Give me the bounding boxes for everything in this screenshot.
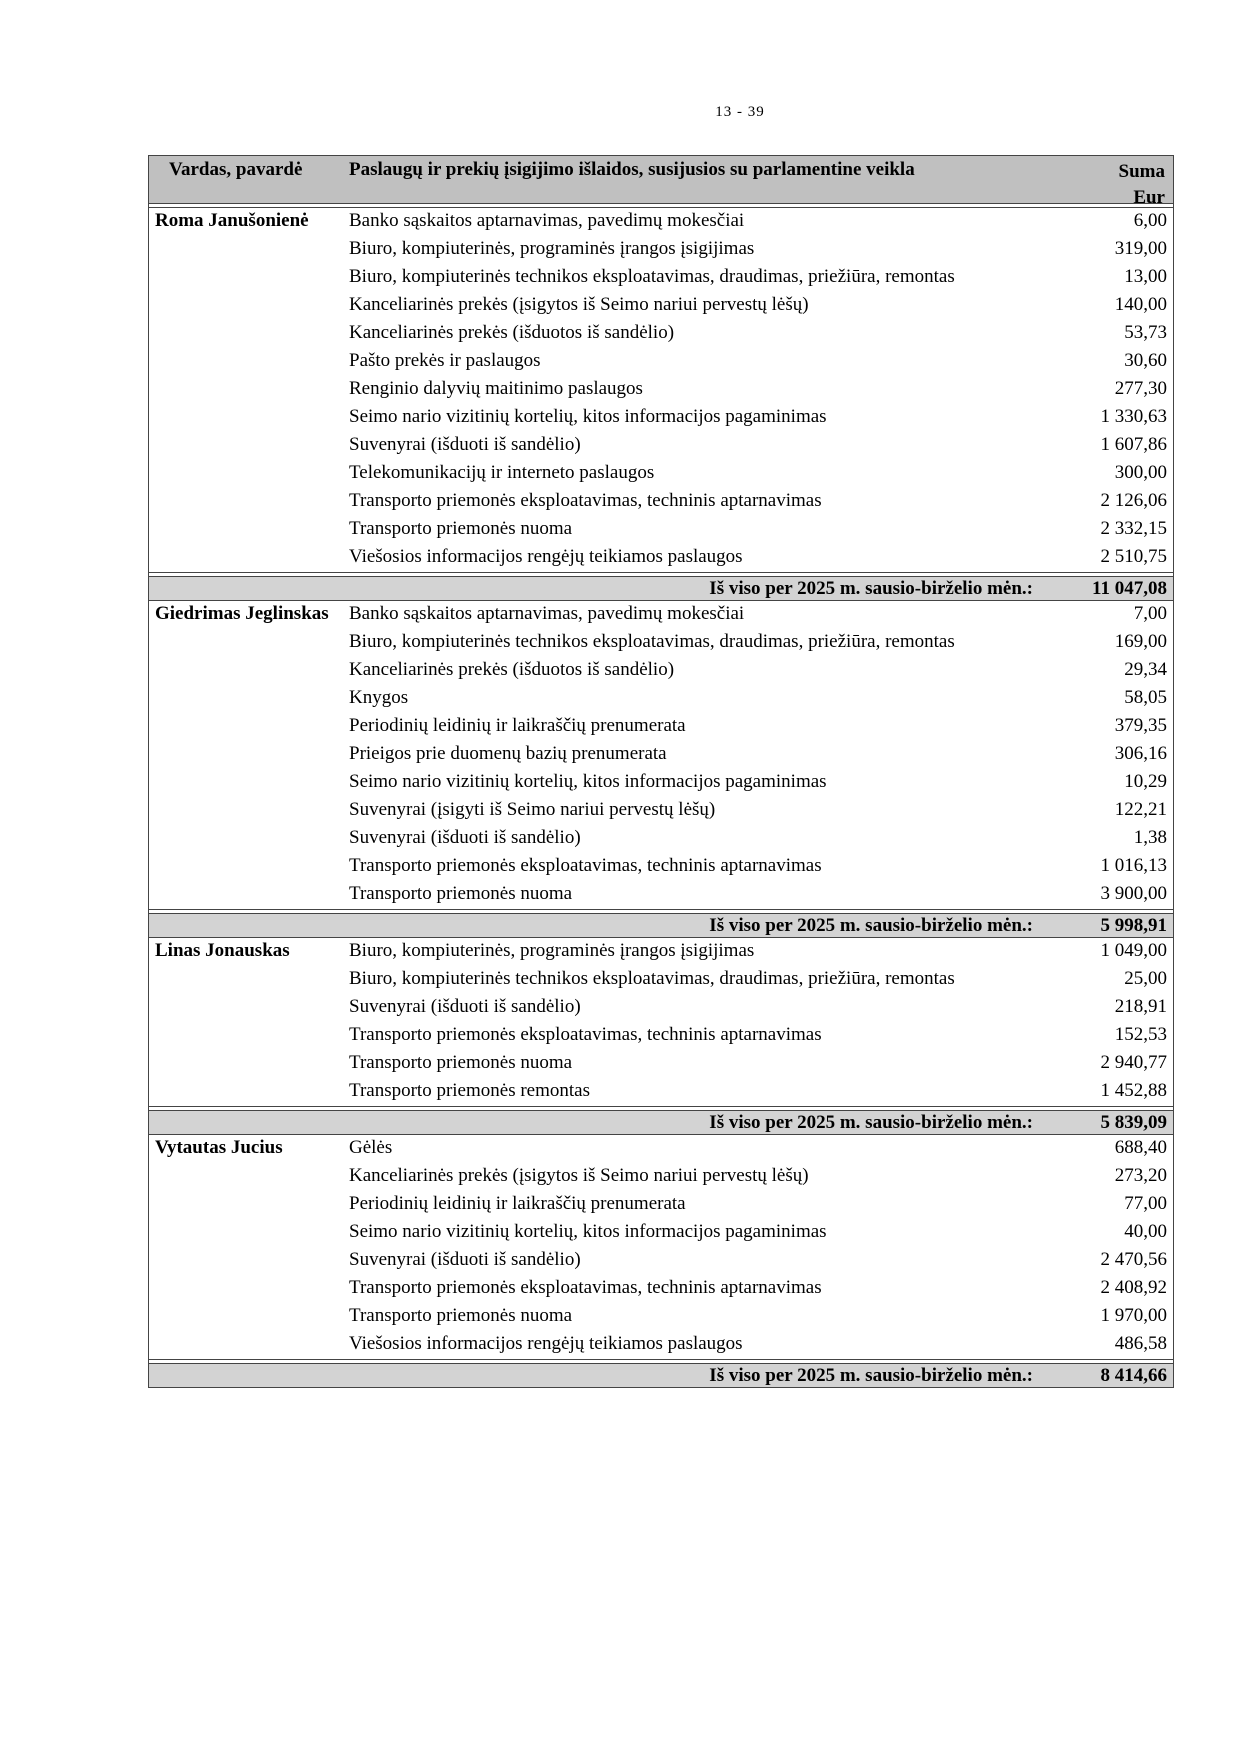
expense-description: Suvenyrai (išduoti iš sandėlio) <box>349 827 581 848</box>
table-row <box>149 348 1173 376</box>
expense-description: Suvenyrai (išduoti iš sandėlio) <box>349 1249 581 1270</box>
header-sum-line1: Suma <box>1118 161 1165 182</box>
expense-amount: 1,38 <box>1133 827 1167 848</box>
table-row <box>149 853 1173 881</box>
expense-amount: 2 126,06 <box>1100 490 1167 511</box>
subtotal-amount: 5 998,91 <box>1100 915 1167 936</box>
expense-description: Biuro, kompiuterinės technikos eksploatavimas, draudimas, priežiūra, remontas <box>349 266 955 287</box>
header-description: Paslaugų ir prekių įsigijimo išlaidos, susijusios su parlamentine veikla <box>349 159 915 180</box>
expense-amount: 1 452,88 <box>1100 1080 1167 1101</box>
expense-description: Transporto priemonės eksploatavimas, techninis aptarnavimas <box>349 1024 822 1045</box>
expense-amount: 2 470,56 <box>1100 1249 1167 1270</box>
expense-description: Periodinių leidinių ir laikraščių prenumerata <box>349 715 686 736</box>
expense-description: Kanceliarinės prekės (įsigytos iš Seimo nariui pervestų lėšų) <box>349 1165 809 1186</box>
table-row <box>149 488 1173 516</box>
expense-description: Biuro, kompiuterinės, programinės įrangos įsigijimas <box>349 940 755 961</box>
expense-amount: 29,34 <box>1124 659 1167 680</box>
expense-amount: 1 970,00 <box>1100 1305 1167 1326</box>
member-name: Giedrimas Jeglinskas <box>155 603 329 624</box>
member-group <box>149 938 1173 1135</box>
expense-amount: 218,91 <box>1114 996 1167 1017</box>
expense-amount: 1 016,13 <box>1100 855 1167 876</box>
table-row <box>149 516 1173 544</box>
expense-amount: 152,53 <box>1114 1024 1167 1045</box>
expense-amount: 3 900,00 <box>1100 883 1167 904</box>
table-row <box>149 881 1173 909</box>
subtotal-label: Iš viso per 2025 m. sausio-birželio mėn.: <box>709 915 1033 936</box>
table-row <box>149 1163 1173 1191</box>
member-group <box>149 208 1173 601</box>
expense-amount: 58,05 <box>1124 687 1167 708</box>
expense-description: Transporto priemonės nuoma <box>349 883 573 904</box>
subtotal-row <box>149 1364 1173 1387</box>
table-row <box>149 460 1173 488</box>
expense-amount: 306,16 <box>1114 743 1167 764</box>
expense-description: Transporto priemonės eksploatavimas, techninis aptarnavimas <box>349 855 822 876</box>
expense-amount: 13,00 <box>1124 266 1167 287</box>
table-header <box>149 156 1173 208</box>
expense-description: Transporto priemonės nuoma <box>349 1052 573 1073</box>
page-number: 13 - 39 <box>715 104 765 120</box>
expense-description: Transporto priemonės eksploatavimas, techninis aptarnavimas <box>349 1277 822 1298</box>
table-row <box>149 966 1173 994</box>
expense-amount: 273,20 <box>1114 1165 1167 1186</box>
expense-description: Kanceliarinės prekės (išduotos iš sandėlio) <box>349 322 675 343</box>
table-row <box>149 1247 1173 1275</box>
table-row <box>149 320 1173 348</box>
table-row <box>149 1050 1173 1078</box>
header-sum <box>1119 159 1165 211</box>
table-row <box>149 208 1173 236</box>
header-sum-line2: Eur <box>1133 187 1165 208</box>
table-row <box>149 657 1173 685</box>
expense-amount: 319,00 <box>1114 238 1167 259</box>
expense-description: Seimo nario vizitinių kortelių, kitos informacijos pagaminimas <box>349 771 827 792</box>
expense-amount: 486,58 <box>1114 1333 1167 1354</box>
expense-amount: 10,29 <box>1124 771 1167 792</box>
expense-amount: 277,30 <box>1114 378 1167 399</box>
table-row <box>149 938 1173 966</box>
member-group <box>149 601 1173 938</box>
member-group <box>149 1135 1173 1387</box>
subtotal-label: Iš viso per 2025 m. sausio-birželio mėn.: <box>709 1112 1033 1133</box>
expense-description: Kanceliarinės prekės (išduotos iš sandėlio) <box>349 659 675 680</box>
expense-amount: 140,00 <box>1114 294 1167 315</box>
member-name: Roma Janušonienė <box>155 210 309 231</box>
expense-description: Viešosios informacijos rengėjų teikiamos paslaugos <box>349 1333 743 1354</box>
table-row <box>149 236 1173 264</box>
table-row <box>149 1275 1173 1303</box>
subtotal-amount: 11 047,08 <box>1092 578 1167 599</box>
expense-description: Biuro, kompiuterinės, programinės įrangos įsigijimas <box>349 238 755 259</box>
expense-description: Viešosios informacijos rengėjų teikiamos paslaugos <box>349 546 743 567</box>
expense-description: Biuro, kompiuterinės technikos eksploatavimas, draudimas, priežiūra, remontas <box>349 968 955 989</box>
expense-amount: 688,40 <box>1114 1137 1167 1158</box>
expense-description: Pašto prekės ir paslaugos <box>349 350 541 371</box>
expenses-table <box>148 155 1174 1388</box>
expense-amount: 7,00 <box>1133 603 1167 624</box>
expense-amount: 122,21 <box>1114 799 1167 820</box>
subtotal-amount: 5 839,09 <box>1100 1112 1167 1133</box>
table-row <box>149 741 1173 769</box>
subtotal-row <box>149 577 1173 601</box>
table-row <box>149 404 1173 432</box>
table-row <box>149 1135 1173 1163</box>
table-row <box>149 1078 1173 1106</box>
table-row <box>149 1191 1173 1219</box>
table-row <box>149 432 1173 460</box>
expense-amount: 1 049,00 <box>1100 940 1167 961</box>
header-name: Vardas, pavardė <box>169 159 303 180</box>
subtotal-amount: 8 414,66 <box>1100 1365 1167 1386</box>
expense-description: Suvenyrai (išduoti iš sandėlio) <box>349 996 581 1017</box>
table-row <box>149 994 1173 1022</box>
expense-description: Suvenyrai (įsigyti iš Seimo nariui pervestų lėšų) <box>349 799 716 820</box>
expense-amount: 2 510,75 <box>1100 546 1167 567</box>
expense-amount: 40,00 <box>1124 1221 1167 1242</box>
expense-description: Prieigos prie duomenų bazių prenumerata <box>349 743 667 764</box>
expense-amount: 77,00 <box>1124 1193 1167 1214</box>
expense-description: Transporto priemonės nuoma <box>349 518 573 539</box>
table-row <box>149 825 1173 853</box>
member-name: Vytautas Jucius <box>155 1137 283 1158</box>
expense-amount: 169,00 <box>1114 631 1167 652</box>
expense-description: Kanceliarinės prekės (įsigytos iš Seimo nariui pervestų lėšų) <box>349 294 809 315</box>
table-row <box>149 685 1173 713</box>
subtotal-label: Iš viso per 2025 m. sausio-birželio mėn.: <box>709 1365 1033 1386</box>
expense-amount: 379,35 <box>1114 715 1167 736</box>
expense-description: Banko sąskaitos aptarnavimas, pavedimų mokesčiai <box>349 603 745 624</box>
expense-amount: 2 332,15 <box>1100 518 1167 539</box>
table-row <box>149 1219 1173 1247</box>
expense-description: Seimo nario vizitinių kortelių, kitos informacijos pagaminimas <box>349 406 827 427</box>
table-row <box>149 544 1173 572</box>
table-row <box>149 769 1173 797</box>
member-name: Linas Jonauskas <box>155 940 290 961</box>
expense-amount: 2 408,92 <box>1100 1277 1167 1298</box>
subtotal-row <box>149 914 1173 938</box>
table-body <box>149 208 1173 1387</box>
expense-amount: 6,00 <box>1133 210 1167 231</box>
expense-description: Transporto priemonės nuoma <box>349 1305 573 1326</box>
table-row <box>149 292 1173 320</box>
expense-description: Transporto priemonės eksploatavimas, techninis aptarnavimas <box>349 490 822 511</box>
expense-description: Suvenyrai (išduoti iš sandėlio) <box>349 434 581 455</box>
table-row <box>149 797 1173 825</box>
expense-description: Gėlės <box>349 1137 393 1158</box>
expense-description: Telekomunikacijų ir interneto paslaugos <box>349 462 655 483</box>
expense-amount: 25,00 <box>1124 968 1167 989</box>
expense-amount: 1 607,86 <box>1100 434 1167 455</box>
expense-description: Periodinių leidinių ir laikraščių prenumerata <box>349 1193 686 1214</box>
expense-amount: 2 940,77 <box>1100 1052 1167 1073</box>
table-row <box>149 1303 1173 1331</box>
table-row <box>149 264 1173 292</box>
expense-description: Renginio dalyvių maitinimo paslaugos <box>349 378 643 399</box>
expense-amount: 1 330,63 <box>1100 406 1167 427</box>
expense-amount: 53,73 <box>1124 322 1167 343</box>
table-row <box>149 713 1173 741</box>
expense-description: Banko sąskaitos aptarnavimas, pavedimų mokesčiai <box>349 210 745 231</box>
expense-description: Seimo nario vizitinių kortelių, kitos informacijos pagaminimas <box>349 1221 827 1242</box>
table-row <box>149 1022 1173 1050</box>
table-row <box>149 376 1173 404</box>
expense-description: Biuro, kompiuterinės technikos eksploatavimas, draudimas, priežiūra, remontas <box>349 631 955 652</box>
subtotal-row <box>149 1111 1173 1135</box>
table-row <box>149 629 1173 657</box>
subtotal-label: Iš viso per 2025 m. sausio-birželio mėn.: <box>709 578 1033 599</box>
expense-description: Transporto priemonės remontas <box>349 1080 590 1101</box>
table-row <box>149 601 1173 629</box>
expense-amount: 300,00 <box>1114 462 1167 483</box>
expense-amount: 30,60 <box>1124 350 1167 371</box>
expense-description: Knygos <box>349 687 409 708</box>
table-row <box>149 1331 1173 1359</box>
